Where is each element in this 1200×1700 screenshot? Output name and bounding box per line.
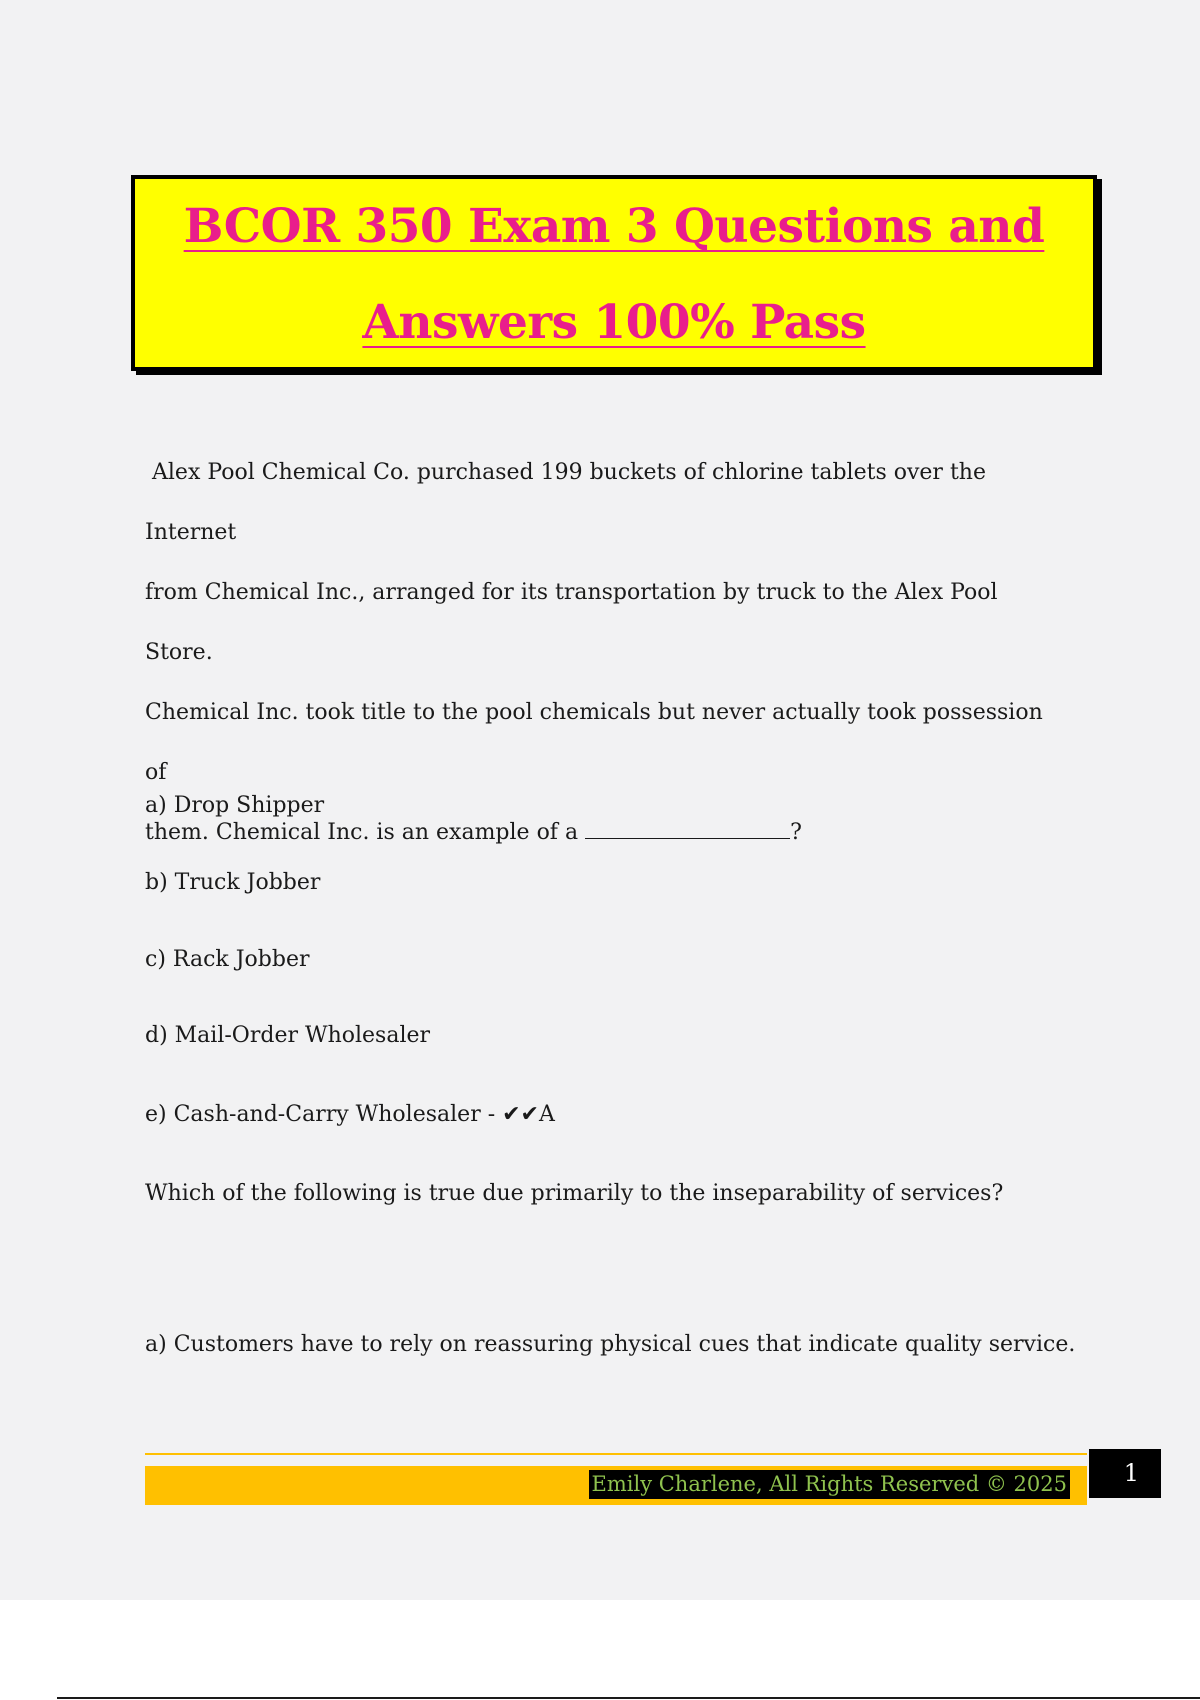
- question-2-option-a: a) Customers have to rely on reassuring physical cues that indicate quality service.: [145, 1332, 1076, 1357]
- page-separator: [57, 1697, 1200, 1699]
- title-line-1: BCOR 350 Exam 3 Questions and: [183, 199, 1045, 254]
- question-1-option-b: b) Truck Jobber: [145, 870, 321, 895]
- question-1-mark: ?: [790, 820, 802, 845]
- question-1-option-c: c) Rack Jobber: [145, 947, 310, 972]
- page-number: 1: [1089, 1449, 1161, 1498]
- question-2-text: Which of the following is true due primarily to the inseparability of services?: [145, 1181, 1004, 1206]
- question-1-option-e: e) Cash-and-Carry Wholesaler - ✔✔A: [145, 1102, 555, 1127]
- footer-rule: [145, 1453, 1087, 1455]
- answer-blank: [585, 820, 790, 839]
- question-1-line-2: from Chemical Inc., arranged for its transportation by truck to the Alex Pool Store.: [145, 580, 998, 665]
- footer-bar: [145, 1466, 1087, 1505]
- question-1-option-a: a) Drop Shipper: [145, 793, 325, 818]
- title-box: [131, 175, 1097, 371]
- question-1-line-3: Chemical Inc. took title to the pool chemicals but never actually took possession of: [145, 700, 1043, 785]
- question-1-line-4-text: them. Chemical Inc. is an example of a: [145, 820, 586, 845]
- question-1-option-d: d) Mail-Order Wholesaler: [145, 1023, 431, 1048]
- title-line-2: Answers 100% Pass: [362, 295, 866, 350]
- footer-copyright: Emily Charlene, All Rights Reserved © 2025: [589, 1470, 1070, 1499]
- question-1-line-1: Alex Pool Chemical Co. purchased 199 buckets of chlorine tablets over the Internet: [145, 460, 986, 545]
